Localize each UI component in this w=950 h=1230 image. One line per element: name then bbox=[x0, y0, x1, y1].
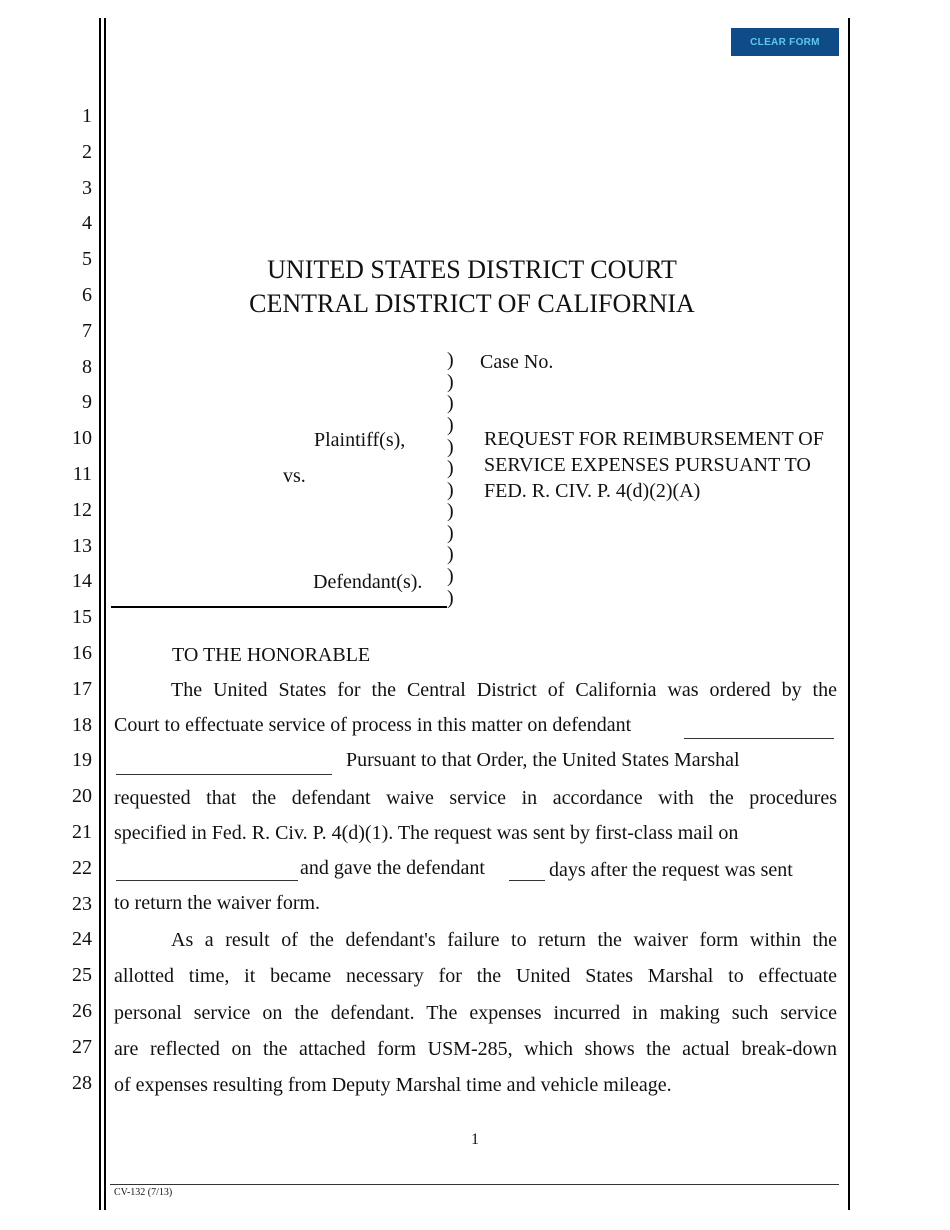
body-line: of expenses resulting from Deputy Marshal time and vehicle mileage. bbox=[114, 1074, 672, 1096]
line-number: 7 bbox=[82, 319, 92, 342]
vs-label: vs. bbox=[283, 465, 306, 487]
line-number: 24 bbox=[72, 928, 92, 951]
line-number: 15 bbox=[72, 606, 92, 629]
body-line: days after the request was sent bbox=[549, 859, 793, 881]
caption-paren: ) bbox=[447, 543, 454, 565]
court-district: CENTRAL DISTRICT OF CALIFORNIA bbox=[249, 289, 695, 318]
caption-paren: ) bbox=[447, 414, 454, 436]
defendant-label: Defendant(s). bbox=[313, 571, 423, 593]
line-number: 23 bbox=[72, 892, 92, 915]
line-number: 1 bbox=[82, 105, 92, 127]
caption-paren: ) bbox=[447, 565, 454, 587]
caption-paren: ) bbox=[447, 436, 454, 458]
body-line: Pursuant to that Order, the United States Marshal bbox=[346, 749, 740, 771]
footer-rule bbox=[110, 1184, 839, 1185]
line-number: 19 bbox=[72, 749, 92, 772]
body-line: requested that the defendant waive service in accordance with the procedures bbox=[114, 787, 837, 809]
body-line: Court to effectuate service of process in this matter on defendant bbox=[114, 714, 632, 736]
caption-underline bbox=[111, 606, 447, 608]
line-number: 9 bbox=[82, 391, 92, 414]
body-line: are reflected on the attached form USM-285, which shows the actual break-down bbox=[114, 1038, 837, 1060]
caption-paren: ) bbox=[447, 479, 454, 501]
line-number: 5 bbox=[82, 248, 92, 271]
caption-paren: ) bbox=[447, 522, 454, 544]
line-number: 17 bbox=[72, 677, 92, 700]
defendant-name-field-continued[interactable] bbox=[116, 774, 332, 775]
mail-date-field[interactable] bbox=[116, 880, 298, 881]
line-number: 16 bbox=[72, 642, 92, 664]
line-number: 21 bbox=[72, 821, 92, 843]
line-number: 20 bbox=[72, 785, 92, 808]
plaintiff-label: Plaintiff(s), bbox=[314, 429, 406, 451]
line-number: 26 bbox=[72, 1000, 92, 1022]
body-line: to return the waiver form. bbox=[114, 892, 321, 914]
line-number: 8 bbox=[82, 355, 92, 378]
line-number: 22 bbox=[72, 856, 92, 879]
line-number: 4 bbox=[82, 212, 92, 235]
right-margin-rule bbox=[848, 18, 850, 1210]
line-number: 3 bbox=[82, 176, 92, 199]
line-number: 18 bbox=[72, 713, 92, 736]
caption-paren: ) bbox=[447, 500, 454, 522]
document-title-line: SERVICE EXPENSES PURSUANT TO bbox=[484, 454, 811, 476]
line-number: 6 bbox=[82, 284, 92, 306]
case-no-label: Case No. bbox=[480, 351, 554, 373]
document-title-line: REQUEST FOR REIMBURSEMENT OF bbox=[484, 428, 824, 450]
days-field[interactable] bbox=[509, 880, 545, 881]
caption-paren: ) bbox=[447, 371, 454, 393]
form-code: CV-132 (7/13) bbox=[114, 1187, 173, 1198]
document-title bbox=[484, 426, 824, 504]
line-number: 2 bbox=[82, 140, 92, 163]
line-number: 14 bbox=[72, 570, 92, 593]
line-number: 28 bbox=[72, 1071, 92, 1094]
page-number: 1 bbox=[471, 1131, 479, 1148]
line-number: 12 bbox=[72, 498, 92, 521]
court-name: UNITED STATES DISTRICT COURT bbox=[267, 255, 677, 284]
body-line: and gave the defendant bbox=[300, 857, 485, 879]
line-number: 11 bbox=[72, 463, 92, 485]
line-number: 13 bbox=[72, 534, 92, 557]
line-number: 10 bbox=[72, 427, 92, 450]
body-line: specified in Fed. R. Civ. P. 4(d)(1). The request was sent by first-class mail on bbox=[114, 822, 739, 844]
caption-paren: ) bbox=[447, 349, 454, 371]
left-margin-rule-inner bbox=[104, 18, 106, 1210]
clear-form-button[interactable]: CLEAR FORM bbox=[731, 28, 839, 56]
body-line: allotted time, it became necessary for the United States Marshal to effectuate bbox=[114, 965, 837, 987]
salutation: TO THE HONORABLE bbox=[172, 644, 371, 666]
body-line: personal service on the defendant. The expenses incurred in making such service bbox=[114, 1002, 837, 1024]
caption-paren: ) bbox=[447, 587, 454, 609]
line-number: 25 bbox=[72, 964, 92, 987]
caption-paren: ) bbox=[447, 457, 454, 479]
document-title-line: FED. R. CIV. P. 4(d)(2)(A) bbox=[484, 480, 701, 502]
defendant-name-field[interactable] bbox=[684, 738, 834, 739]
body-line: The United States for the Central District of California was ordered by the bbox=[171, 679, 837, 701]
body-line: As a result of the defendant's failure to return the waiver form within the bbox=[171, 929, 837, 951]
line-number: 27 bbox=[72, 1035, 92, 1058]
left-margin-rule-outer bbox=[99, 18, 101, 1210]
caption-paren: ) bbox=[447, 392, 454, 414]
